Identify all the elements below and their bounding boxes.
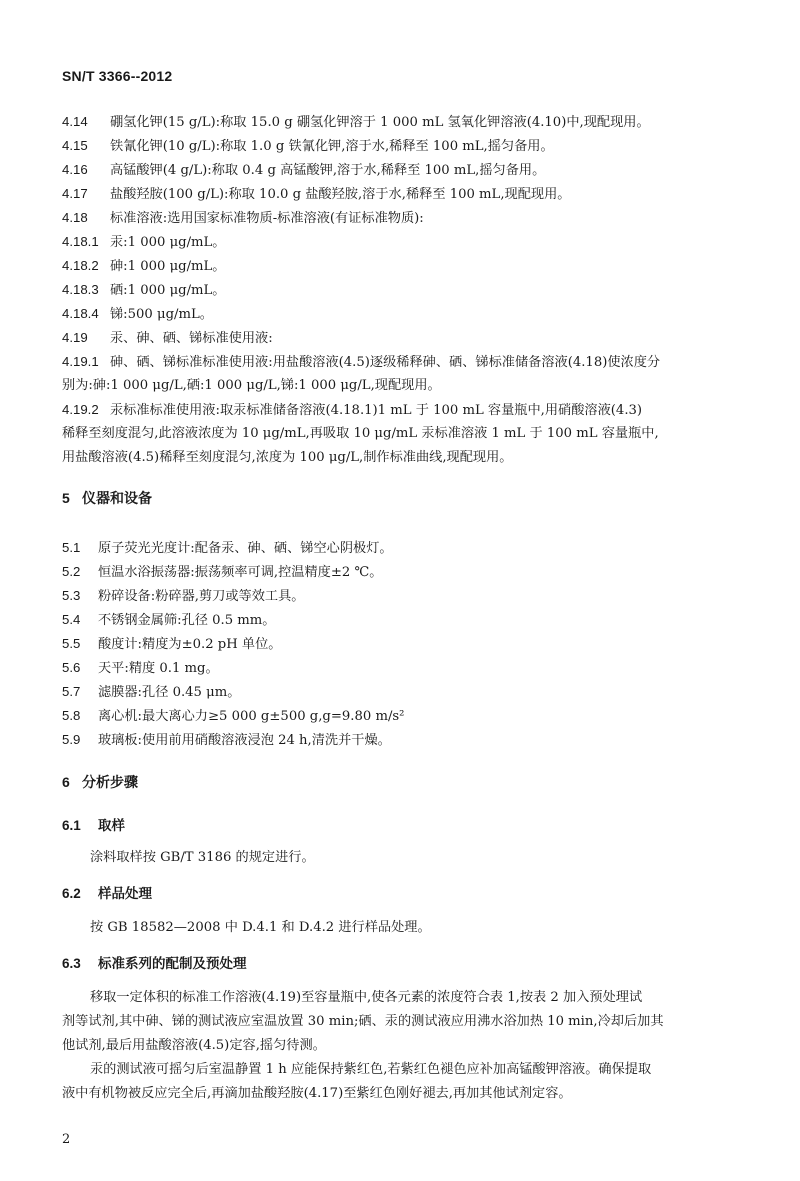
clause-5-4	[62, 610, 276, 631]
clause-text: 硒:1 000 μg/mL。	[110, 283, 226, 298]
paragraph: 按 GB 18582—2008 中 D.4.1 和 D.4.2 进行样品处理。	[90, 920, 431, 935]
clause-5-3	[62, 586, 304, 607]
clause-4-19	[62, 328, 273, 349]
subsection-title: 取样	[98, 818, 125, 833]
clause-5-5	[62, 634, 281, 655]
clause-number: 5.7	[62, 684, 81, 699]
clause-5-2	[62, 562, 382, 583]
clause-number: 5.3	[62, 588, 81, 603]
clause-4-18-2	[62, 256, 225, 277]
subsection-number: 6.1	[62, 818, 81, 833]
clause-number: 5.8	[62, 708, 81, 723]
clause-text: 酸度计:精度为±0.2 pH 单位。	[98, 637, 282, 652]
clause-5-6	[62, 658, 219, 679]
clause-number: 4.18.4	[62, 306, 99, 321]
subsection-title: 样品处理	[98, 886, 152, 901]
clause-4-18-1	[62, 232, 225, 253]
clause-text: 盐酸羟胺(100 g/L):称取 10.0 g 盐酸羟胺,溶于水,稀释至 100 mL,现配现用。	[110, 187, 571, 202]
clause-number: 4.14	[62, 114, 88, 129]
clause-text: 砷:1 000 μg/mL。	[110, 259, 226, 274]
clause-text: 标准溶液:选用国家标准物质-标准溶液(有证标准物质):	[110, 211, 424, 226]
subsection-title: 标准系列的配制及预处理	[98, 956, 247, 971]
clause-number: 4.16	[62, 162, 88, 177]
subsection-number: 6.2	[62, 886, 81, 901]
clause-number: 4.18.1	[62, 234, 99, 249]
clause-4-19-1	[62, 352, 660, 373]
standard-header: SN/T 3366--2012	[62, 68, 173, 84]
clause-text: 汞标准标准使用液:取汞标准储备溶液(4.18.1)1 mL 于 100 mL 容量瓶中,用硝酸溶液(4.3)	[110, 403, 643, 418]
clause-text: 粉碎设备:粉碎器,剪刀或等效工具。	[98, 589, 305, 604]
paragraph-line: 剂等试剂,其中砷、锑的测试液应室温放置 30 min;硒、汞的测试液应用沸水浴加热 10 min,冷却后加其	[62, 1014, 664, 1029]
clause-4-18	[62, 208, 424, 229]
clause-text: 离心机:最大离心力≥5 000 g±500 g,g=9.80 m/s²	[98, 709, 405, 724]
section-number: 5	[62, 490, 70, 506]
clause-number: 4.18.3	[62, 282, 99, 297]
clause-text: 铁氰化钾(10 g/L):称取 1.0 g 铁氰化钾,溶于水,稀释至 100 mL,摇匀备用。	[110, 139, 554, 154]
clause-text: 汞:1 000 μg/mL。	[110, 235, 226, 250]
clause-number: 5.9	[62, 732, 81, 747]
clause-4-19-2	[62, 400, 642, 421]
clause-text: 恒温水浴振荡器:振荡频率可调,控温精度±2 ℃。	[98, 565, 383, 580]
clause-number: 5.4	[62, 612, 81, 627]
clause-text: 原子荧光光度计:配备汞、砷、硒、锑空心阴极灯。	[98, 541, 393, 556]
page-number: 2	[62, 1132, 71, 1147]
clause-number: 5.6	[62, 660, 81, 675]
clause-4-16	[62, 160, 545, 181]
section-heading-5	[62, 488, 152, 508]
clause-number: 5.1	[62, 540, 81, 555]
clause-text: 不锈钢金属筛:孔径 0.5 mm。	[98, 613, 276, 628]
clause-4-14	[62, 112, 650, 133]
paragraph-line: 液中有机物被反应完全后,再滴加盐酸羟胺(4.17)至紫红色刚好褪去,再加其他试剂定容。	[62, 1086, 572, 1101]
clause-continuation: 用盐酸溶液(4.5)稀释至刻度混匀,浓度为 100 μg/L,制作标准曲线,现配现用。	[62, 450, 513, 465]
clause-number: 4.19	[62, 330, 88, 345]
clause-5-1	[62, 538, 393, 559]
subsection-heading-6-1	[62, 816, 125, 836]
clause-text: 天平:精度 0.1 mg。	[98, 661, 219, 676]
paragraph-line: 汞的测试液可摇匀后室温静置 1 h 应能保持紫红色,若紫红色褪色应补加高锰酸钾溶液。确保提取	[90, 1062, 652, 1077]
clause-text: 砷、硒、锑标准标准使用液:用盐酸溶液(4.5)逐级稀释砷、硒、锑标准储备溶液(4.18)使浓度分	[110, 355, 661, 370]
subsection-heading-6-3	[62, 954, 247, 974]
clause-text: 硼氢化钾(15 g/L):称取 15.0 g 硼氢化钾溶于 1 000 mL 氢氧化钾溶液(4.10)中,现配现用。	[110, 115, 650, 130]
section-title: 仪器和设备	[82, 490, 152, 506]
clause-number: 4.19.1	[62, 354, 99, 369]
clause-continuation: 稀释至刻度混匀,此溶液浓度为 10 μg/mL,再吸取 10 μg/mL 汞标准溶液 1 mL 于 100 mL 容量瓶中,	[62, 426, 659, 441]
clause-text: 玻璃板:使用前用硝酸溶液浸泡 24 h,清洗并干燥。	[98, 733, 391, 748]
clause-4-18-4	[62, 304, 213, 325]
subsection-heading-6-2	[62, 884, 152, 904]
clause-number: 4.19.2	[62, 402, 99, 417]
clause-number: 5.5	[62, 636, 81, 651]
subsection-number: 6.3	[62, 956, 81, 971]
clause-number: 4.18.2	[62, 258, 99, 273]
clause-text: 锑:500 μg/mL。	[110, 307, 213, 322]
clause-4-15	[62, 136, 554, 157]
clause-text: 汞、砷、硒、锑标准使用液:	[110, 331, 273, 346]
clause-number: 4.15	[62, 138, 88, 153]
clause-4-17	[62, 184, 570, 205]
clause-text: 滤膜器:孔径 0.45 μm。	[98, 685, 241, 700]
clause-continuation: 别为:砷:1 000 μg/L,硒:1 000 μg/L,锑:1 000 μg/L,现配现用。	[62, 378, 441, 393]
clause-number: 4.17	[62, 186, 88, 201]
paragraph-line: 他试剂,最后用盐酸溶液(4.5)定容,摇匀待测。	[62, 1038, 326, 1053]
paragraph-line: 移取一定体积的标准工作溶液(4.19)至容量瓶中,使各元素的浓度符合表 1,按表 2 加入预处理试	[90, 990, 643, 1005]
section-heading-6	[62, 772, 138, 792]
clause-4-18-3	[62, 280, 225, 301]
section-title: 分析步骤	[82, 774, 138, 790]
section-number: 6	[62, 774, 70, 790]
clause-5-8	[62, 706, 404, 727]
paragraph: 涂料取样按 GB/T 3186 的规定进行。	[90, 850, 315, 865]
clause-5-9	[62, 730, 391, 751]
clause-text: 高锰酸钾(4 g/L):称取 0.4 g 高锰酸钾,溶于水,稀释至 100 mL,摇匀备用。	[110, 163, 546, 178]
clause-number: 5.2	[62, 564, 81, 579]
clause-number: 4.18	[62, 210, 88, 225]
clause-5-7	[62, 682, 240, 703]
